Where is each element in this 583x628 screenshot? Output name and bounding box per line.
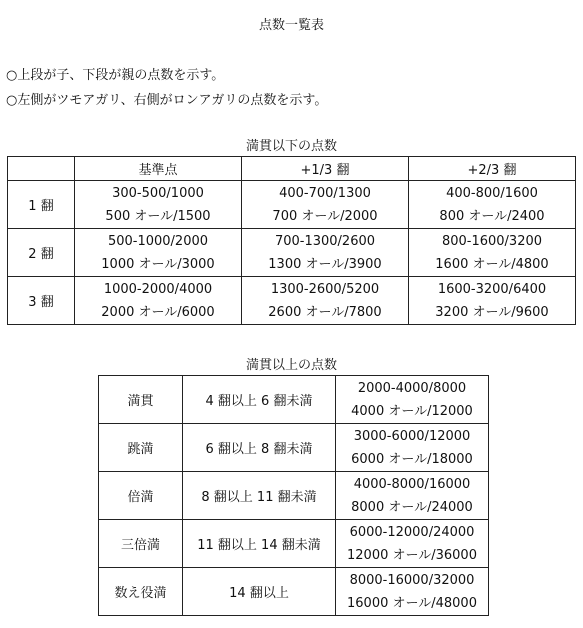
limit-name: 数え役満 <box>99 568 183 616</box>
parent-points: 4000 オール/12000 <box>351 403 473 419</box>
han-range: 11 翻以上 14 翻未満 <box>183 520 336 568</box>
row-label: 3 翻 <box>8 277 75 325</box>
table-row <box>8 277 576 325</box>
child-points: 4000-8000/16000 <box>353 476 471 492</box>
table-row <box>99 424 489 472</box>
note-child-parent: ○上段が子、下段が親の点数を示す。 <box>6 68 225 83</box>
parent-points: 1000 オール/3000 <box>101 256 215 272</box>
child-points: 400-700/1300 <box>279 185 371 201</box>
note-tsumo-ron: ○左側がツモアガリ、右側がロンアガリの点数を示す。 <box>6 93 328 108</box>
table-header-row <box>8 157 576 181</box>
points-cell <box>336 568 489 616</box>
table-row <box>8 181 576 229</box>
parent-points: 500 オール/1500 <box>105 208 211 224</box>
header-corner <box>8 157 75 181</box>
han-range: 8 翻以上 11 翻未満 <box>183 472 336 520</box>
parent-points: 6000 オール/18000 <box>351 451 473 467</box>
table-row <box>99 568 489 616</box>
points-cell <box>242 229 409 277</box>
limit-name: 満貫 <box>99 376 183 424</box>
child-points: 8000-16000/32000 <box>349 572 475 588</box>
below-mangan-table <box>7 156 576 325</box>
han-range: 4 翻以上 6 翻未満 <box>183 376 336 424</box>
table-row <box>99 520 489 568</box>
parent-points: 3200 オール/9600 <box>435 304 549 320</box>
header-plus-two-thirds: +2/3 翻 <box>409 157 576 181</box>
parent-points: 12000 オール/36000 <box>347 547 477 563</box>
points-cell <box>409 277 576 325</box>
child-points: 1300-2600/5200 <box>270 281 380 297</box>
parent-points: 1300 オール/3900 <box>268 256 382 272</box>
han-range: 14 翻以上 <box>183 568 336 616</box>
child-points: 500-1000/2000 <box>107 233 209 249</box>
table1-caption: 満貫以下の点数 <box>245 139 337 154</box>
row-label: 1 翻 <box>8 181 75 229</box>
parent-points: 800 オール/2400 <box>439 208 545 224</box>
parent-points: 2600 オール/7800 <box>268 304 382 320</box>
points-cell <box>409 229 576 277</box>
child-points: 1600-3200/6400 <box>437 281 547 297</box>
parent-points: 1600 オール/4800 <box>435 256 549 272</box>
points-cell <box>336 376 489 424</box>
parent-points: 2000 オール/6000 <box>101 304 215 320</box>
child-points: 800-1600/3200 <box>441 233 543 249</box>
parent-points: 8000 オール/24000 <box>351 499 473 515</box>
parent-points: 700 オール/2000 <box>272 208 378 224</box>
table-row <box>8 229 576 277</box>
child-points: 700-1300/2600 <box>274 233 376 249</box>
parent-points: 16000 オール/48000 <box>347 595 477 611</box>
limit-name: 三倍満 <box>99 520 183 568</box>
points-cell <box>242 277 409 325</box>
points-cell <box>336 424 489 472</box>
table-row <box>99 376 489 424</box>
child-points: 2000-4000/8000 <box>357 380 467 396</box>
child-points: 6000-12000/24000 <box>349 524 475 540</box>
points-cell <box>409 181 576 229</box>
mangan-and-above-table <box>98 375 489 616</box>
child-points: 300-500/1000 <box>112 185 204 201</box>
page-title: 点数一覧表 <box>258 18 324 33</box>
child-points: 3000-6000/12000 <box>353 428 471 444</box>
limit-name: 跳満 <box>99 424 183 472</box>
header-plus-one-third: +1/3 翻 <box>242 157 409 181</box>
child-points: 1000-2000/4000 <box>103 281 213 297</box>
table-row <box>99 472 489 520</box>
han-range: 6 翻以上 8 翻未満 <box>183 424 336 472</box>
child-points: 400-800/1600 <box>446 185 538 201</box>
points-cell <box>336 472 489 520</box>
table2-caption: 満貫以上の点数 <box>245 358 337 373</box>
points-cell <box>75 181 242 229</box>
limit-name: 倍満 <box>99 472 183 520</box>
points-cell <box>75 229 242 277</box>
points-cell <box>75 277 242 325</box>
points-cell <box>242 181 409 229</box>
row-label: 2 翻 <box>8 229 75 277</box>
points-cell <box>336 520 489 568</box>
header-base: 基準点 <box>75 157 242 181</box>
